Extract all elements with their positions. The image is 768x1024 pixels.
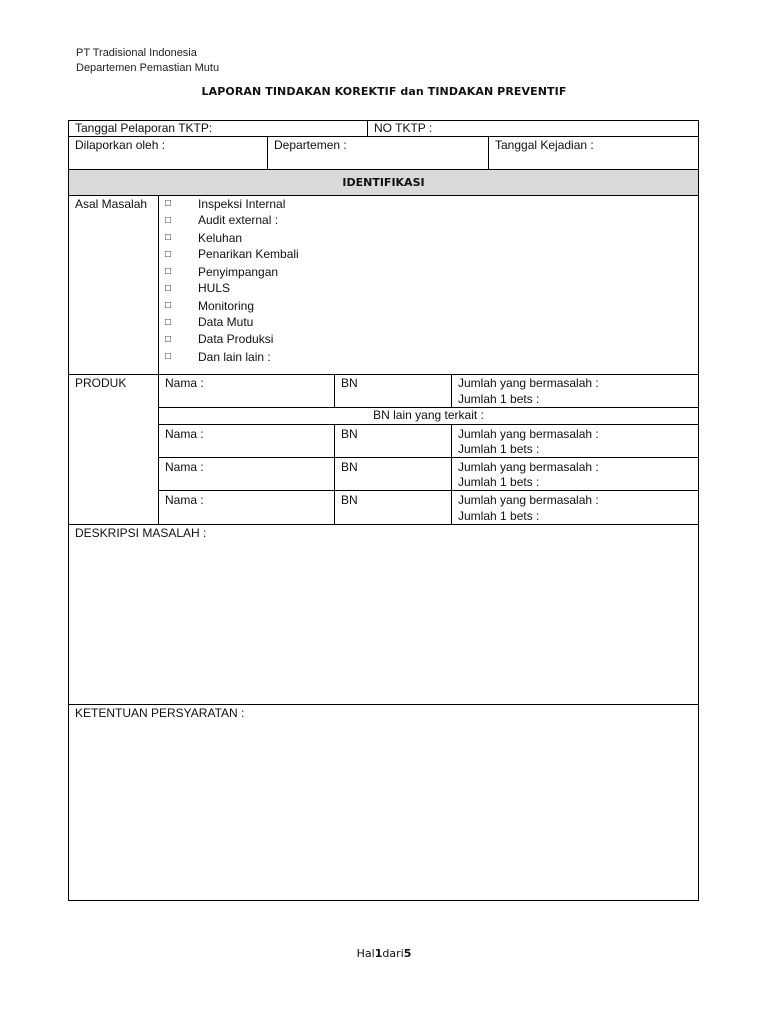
divider [68,136,699,137]
checkbox[interactable]: □ [165,249,172,260]
checkbox[interactable]: □ [165,198,172,209]
company-name: PT Tradisional Indonesia [76,47,197,59]
checkbox[interactable]: □ [165,300,172,311]
bn-label: BN [341,376,358,390]
department-name: Departemen Pemastian Mutu [76,62,220,74]
departemen-label: Departemen : [274,138,347,152]
option-label: Penyimpangan [198,265,279,279]
checkbox[interactable]: □ [165,266,172,277]
jumlah-bermasalah-label: Jumlah yang bermasalah : [458,376,599,390]
option-label: Monitoring [198,299,255,313]
jumlah-bets-label: Jumlah 1 bets : [458,475,540,489]
checkbox[interactable]: □ [165,334,172,345]
divider [68,704,699,705]
jumlah-bermasalah-label: Jumlah yang bermasalah : [458,493,599,507]
option-label: Inspeksi Internal [198,197,286,211]
page-dari: dari [382,947,404,960]
dilaporkan-oleh-label: Dilaporkan oleh : [75,138,166,152]
form-table [68,120,699,901]
ketentuan-persyaratan-label: KETENTUAN PERSYARATAN : [75,706,245,720]
divider [158,490,699,491]
option-label: Penarikan Kembali [198,247,299,261]
option-label: Data Mutu [198,315,254,329]
company-header [76,46,219,76]
divider [334,374,335,408]
checkbox[interactable]: □ [165,351,172,362]
jumlah-bets-label: Jumlah 1 bets : [458,392,540,406]
jumlah-bermasalah-label: Jumlah yang bermasalah : [458,460,599,474]
checkbox[interactable]: □ [165,215,172,226]
divider [68,374,699,375]
checkbox[interactable]: □ [165,317,172,328]
deskripsi-masalah-label: DESKRIPSI MASALAH : [75,526,207,540]
divider [68,524,699,525]
option-label: Dan lain lain : [198,350,271,364]
bn-label: BN [341,460,358,474]
divider [334,424,335,525]
asal-masalah-label: Asal Masalah [75,197,148,211]
identifikasi-header: IDENTIFIKASI [69,170,698,195]
bn-label: BN [341,427,358,441]
no-tktp-label: NO TKTP : [374,121,433,135]
divider [68,195,699,196]
option-label: Audit external : [198,213,279,227]
page-current: 1 [374,947,383,960]
checkbox[interactable]: □ [165,232,172,243]
divider [451,424,452,525]
nama-label: Nama : [165,493,204,507]
produk-label: PRODUK [75,376,127,390]
divider [158,424,699,425]
jumlah-bets-label: Jumlah 1 bets : [458,442,540,456]
bn-lain-label: BN lain yang terkait : [373,408,484,422]
jumlah-bets-label: Jumlah 1 bets : [458,509,540,523]
bn-label: BN [341,493,358,507]
page-total: 5 [403,947,412,960]
checkbox[interactable]: □ [165,283,172,294]
nama-label: Nama : [165,376,204,390]
option-label: Data Produksi [198,332,274,346]
divider [267,136,268,170]
divider [158,457,699,458]
tanggal-kejadian-label: Tanggal Kejadian : [495,138,594,152]
divider [158,195,159,525]
nama-label: Nama : [165,460,204,474]
option-label: HULS [198,281,231,295]
page-hal: Hal [356,947,375,960]
jumlah-bermasalah-label: Jumlah yang bermasalah : [458,427,599,441]
form-title: LAPORAN TINDAKAN KOREKTIF dan TINDAKAN PREVENTIF [201,85,567,98]
nama-label: Nama : [165,427,204,441]
page-footer [0,947,768,960]
divider [451,374,452,408]
option-label: Keluhan [198,231,243,245]
divider [488,136,489,170]
tanggal-pelaporan-label: Tanggal Pelaporan TKTP: [75,121,213,135]
divider [367,120,368,137]
